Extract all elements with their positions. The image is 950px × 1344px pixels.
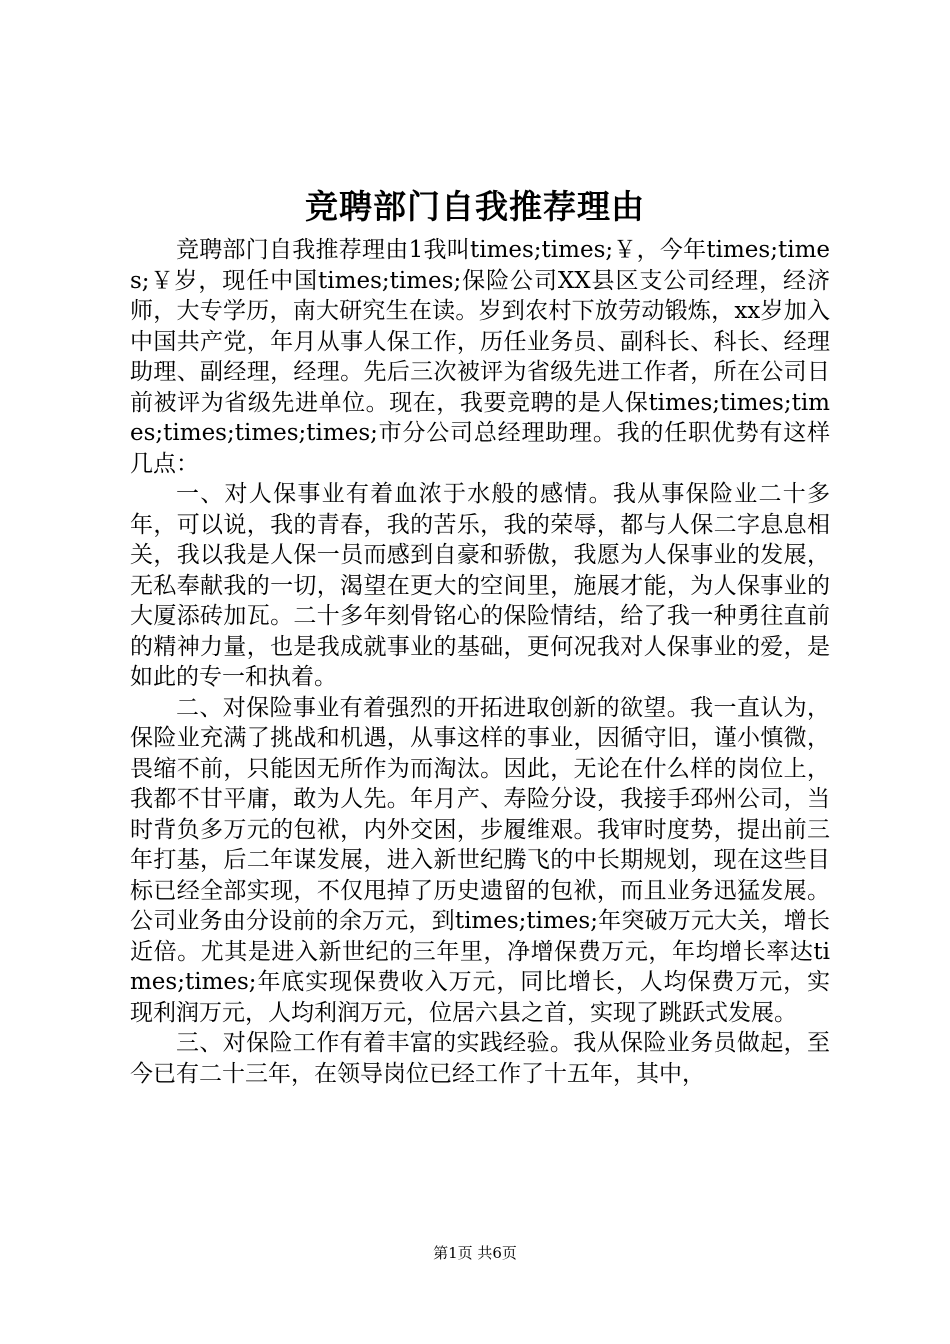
paragraph-point-three: 三、对保险工作有着丰富的实践经验。我从保险业务员做起，至今已有二十三年，在领导岗位已经工作了十五年，其中，	[130, 1030, 830, 1087]
paragraph-intro: 竞聘部门自我推荐理由1我叫times;times;￥，今年times;times;￥岁，现任中国times;times;保险公司XX县区支公司经理，经济师，大专学历，南大研究生在读。岁到农村下放劳动锻炼，xx岁加入中国共产党，年月从事人保工作，历任业务员、副科长、科长、经理助理、副经理，经理。先后三次被评为省级先进工作者，所在公司日前被评为省级先进单位。现在，我要竞聘的是人保times;times;times;times;times;times;市分公司总经理助理。我的任职优势有这样几点：	[130, 237, 830, 477]
paragraph-point-two: 二、对保险事业有着强烈的开拓进取创新的欲望。我一直认为，保险业充满了挑战和机遇，从事这样的事业，因循守旧，谨小慎微，畏缩不前，只能因无所作为而淘汰。因此，无论在什么样的岗位上，我都不甘平庸，敢为人先。年月产、寿险分设，我接手邳州公司，当时背负多万元的包袱，内外交困，步履维艰。我审时度势，提出前三年打基，后二年谋发展，进入新世纪腾飞的中长期规划，现在这些目标已经全部实现，不仅甩掉了历史遗留的包袱，而且业务迅猛发展。公司业务由分设前的余万元，到times;times;年突破万元大关，增长近倍。尤其是进入新世纪的三年里，净增保费万元，年均增长率达times;times;年底实现保费收入万元，同比增长，人均保费万元，实现利润万元，人均利润万元，位居六县之首，实现了跳跃式发展。	[130, 694, 830, 1026]
paragraph-point-one: 一、对人保事业有着血浓于水般的感情。我从事保险业二十多年，可以说，我的青春，我的苦乐，我的荣辱，都与人保二字息息相关，我以我是人保一员而感到自豪和骄傲，我愿为人保事业的发展，无私奉献我的一切，渴望在更大的空间里，施展才能，为人保事业的大厦添砖加瓦。二十多年刻骨铭心的保险情结，给了我一种勇往直前的精神力量，也是我成就事业的基础，更何况我对人保事业的爱，是如此的专一和执着。	[130, 481, 830, 690]
document-title: 竞聘部门自我推荐理由	[305, 187, 645, 226]
document-body	[130, 235, 830, 1089]
page-number-footer: 第1页 共6页	[433, 1244, 517, 1262]
